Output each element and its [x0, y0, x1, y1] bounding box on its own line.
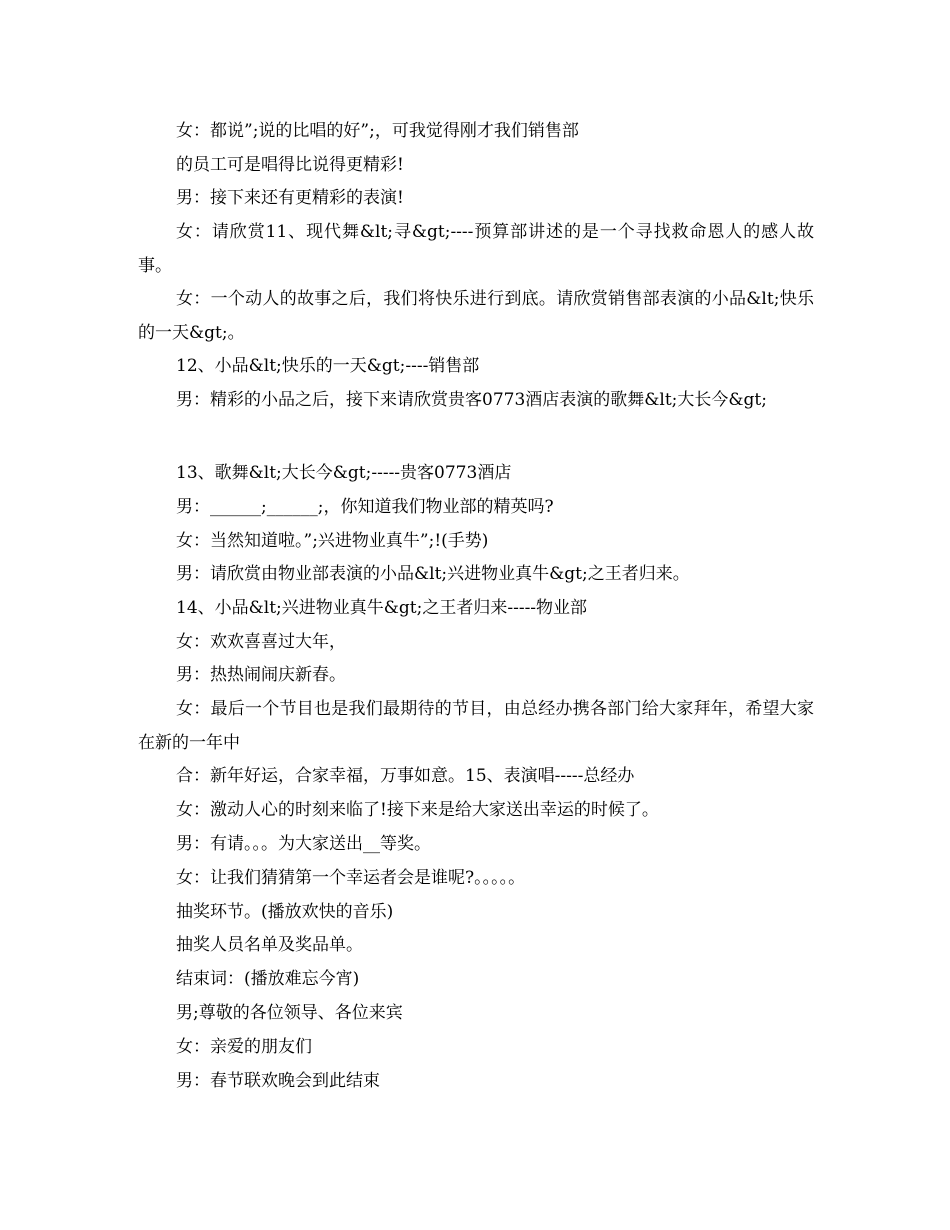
paragraph: 13、歌舞&lt;大长今&gt;-----贵客0773酒店: [176, 463, 512, 483]
paragraph: 女：当然知道啦。”;兴进物业真牛”;!(手势): [176, 531, 489, 551]
paragraph: 女：都说”;说的比唱的好”;，可我觉得刚才我们销售部: [176, 121, 579, 141]
paragraph: 女：欢欢喜喜过大年，: [176, 632, 346, 652]
paragraph: 男：精彩的小品之后，接下来请欣赏贵客0773酒店表演的歌舞&lt;大长今&gt;: [176, 390, 767, 410]
paragraph: 女：一个动人的故事之后，我们将快乐进行到底。请欣赏销售部表演的小品&lt;快乐的一天&gt;。: [138, 289, 814, 343]
paragraph: 女：亲爱的朋友们: [176, 1037, 312, 1057]
paragraph: 14、小品&lt;兴进物业真牛&gt;之王者归来-----物业部: [176, 598, 588, 618]
paragraph: 女：激动人心的时刻来临了!接下来是给大家送出幸运的时候了。: [176, 800, 659, 820]
paragraph: 男：有请。。。为大家送出__等奖。: [176, 834, 431, 854]
paragraph: 男：接下来还有更精彩的表演!: [176, 188, 404, 208]
paragraph: 合：新年好运，合家幸福，万事如意。15、表演唱-----总经办: [176, 766, 635, 786]
paragraph: 男;尊敬的各位领导、各位来宾: [176, 1003, 403, 1023]
paragraph: 12、小品&lt;快乐的一天&gt;----销售部: [176, 356, 480, 376]
paragraph: 女：让我们猜猜第一个幸运者会是谁呢?。。。。。: [176, 868, 526, 888]
paragraph: 男：______;______;，你知道我们物业部的精英吗?: [176, 497, 554, 517]
paragraph: 抽奖环节。(播放欢快的音乐): [176, 902, 394, 922]
paragraph: 女：最后一个节目也是我们最期待的节目，由总经办携各部门给大家拜年，希望大家在新的一年中: [138, 699, 814, 753]
paragraph: 男：请欣赏由物业部表演的小品&lt;兴进物业真牛&gt;之王者归来。: [176, 564, 690, 584]
paragraph: 女：请欣赏11、现代舞&lt;寻&gt;----预算部讲述的是一个寻找救命恩人的感人故事。: [138, 222, 814, 276]
paragraph: 抽奖人员名单及奖品单。: [176, 935, 363, 955]
paragraph: 男：热热闹闹庆新春。: [176, 665, 346, 685]
paragraph: 的员工可是唱得比说得更精彩!: [176, 155, 404, 175]
paragraph: 男：春节联欢晚会到此结束: [176, 1071, 380, 1091]
paragraph: 结束词：(播放难忘今宵): [176, 969, 360, 989]
